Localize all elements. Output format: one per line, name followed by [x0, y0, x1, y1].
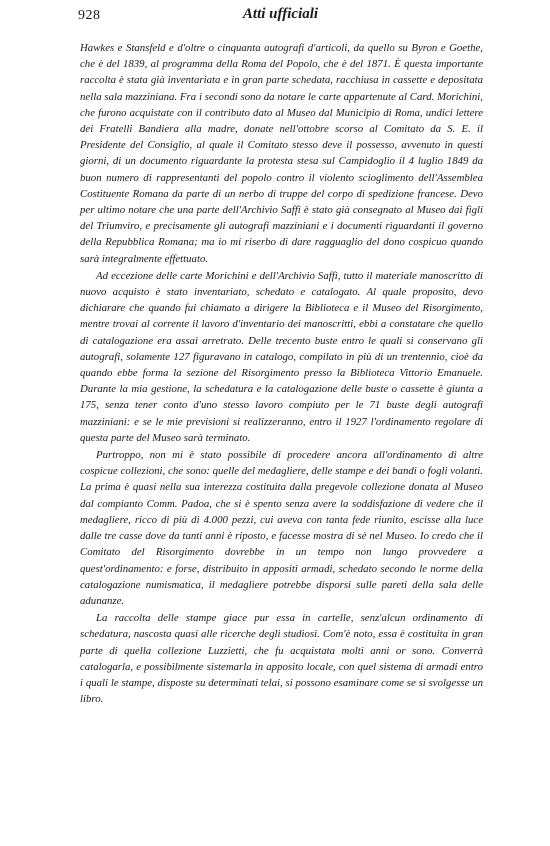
paragraph: Purtroppo, non mi è stato possibile di procedere ancora all'ordinamento di altre cospicue collezioni, che sono: quelle del medagliere, delle stampe e dei bandi o fogli volanti. La prima è quasi nella sua interezza costituita dalla pregevole collezione donata al Museo dal compianto Comm. Padoa, che si è spento senza avere la soddisfazione di vedere che il medagliere, ricco di più di 4.000 pezzi, cui aveva con tanta fede riunito, escisse alla luce dalle tre casse dove da tanti anni è riposto, e facesse mostra di sè nel Museo. Io credo che il Comitato del Risorgimento dovrebbe in un tempo non lungo provvedere a quest'ordinamento: e forse, distribuito in appositi armadi, schedato secondo le norme della catalogazione numismatica, il medagliere potrebbe disporsi sulle pareti della sala delle adunanze. — [80, 449, 483, 607]
paragraph: La raccolta delle stampe giace pur essa in cartelle, senz'alcun ordinamento di schedatura, nascosta quasi alle ricerche degli studiosi. Com'è noto, essa è costituita in gran parte di quella collezione Luzzietti, che fu acquistata molti anni or sono. Converrà catalogarla, e possibilmente sistemarla in apposito locale, con quel sistema di armadi entro i quali le stampe, disposte su determinati telai, si possono esaminare come se si svolgesse un libro. — [80, 612, 483, 706]
running-title: Atti ufficiali — [242, 6, 319, 22]
body-text — [80, 40, 483, 707]
paragraph: Ad eccezione delle carte Morichini e dell'Archivio Saffi, tutto il materiale manoscritto di nuovo acquisto è stato inventariato, schedato e catalogato. Al quale proposito, devo dichiarare che quando fui chiamato a dirigere la Biblioteca e il Museo del Risorgimento, mentre trovai al corrente il lavoro d'inventario dei manoscritti, ebbi a constatare che quello di catalogazione era assai arretrato. Delle trecento buste entro le quali si conservano gli autografi, solamente 127 figuravano in catalogo, compilato in più di un trentennio, cioè da quando ebbe forma la sezione del Risorgimento presso la Biblioteca Vittorio Emanuele. Durante la mia gestione, la schedatura e la catalogazione delle buste o cassette è giunta a 175, senza tener conto d'uno stesso lavoro compiuto per le 71 buste degli autografi mazziniani: e se le mie previsioni si realizzeranno, entro il 1927 l'ordinamento regolare di questa parte del Museo sarà terminato. — [80, 269, 483, 444]
page-header — [78, 6, 483, 28]
page-number: 928 — [78, 8, 101, 23]
paragraph: Hawkes e Stansfeld e d'oltre o cinquanta autografi d'articoli, da quello su Byron e Goethe, che è del 1839, al programma della Roma del Popolo, che è del 1871. È questa importante raccolta è stata già inventariata e in gran parte schedata, racchiusa in cassette e depositata nella sala mazziniana. Fra i secondi sono da notare le carte appartenute al Card. Morichini, che furono acquistate con il contributo dato al Museo dal Municipio di Roma, undici lettere dei Fratelli Bandiera alla madre, donate nell'ottobre scorso al Comitato da S. E. il Presidente del Consiglio, al quale il Comitato stesso deve il possesso, avvenuto in questi giorni, di un documento riguardante la protesta stesa sul Campidoglio il 4 luglio 1849 da buon numero di rappresentanti del popolo contro il violento scioglimento dell'Assemblea Costituente Romana da parte di un nerbo di truppe del corpo di spedizione francese. Devo per ultimo notare che una parte dell'Archivio Saffi è stato già consegnato al Museo dai figli del Triumviro, e precisamente gli autografi mazziniani e i documenti riguardanti il governo della Repubblica Romana; ma io mi riserbo di dare ragguaglio del dono cospicuo quando sarà integralmente effettuato. — [80, 42, 483, 265]
